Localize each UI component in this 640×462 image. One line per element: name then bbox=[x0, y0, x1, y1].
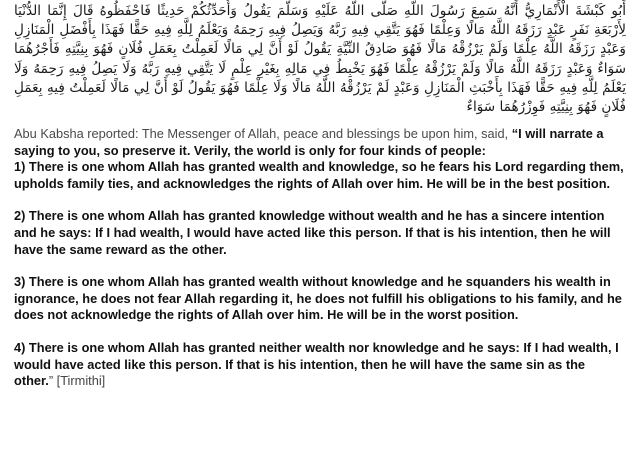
spacer bbox=[14, 192, 626, 208]
source-citation: [Tirmithi] bbox=[53, 373, 106, 389]
narrator-intro: Abu Kabsha reported: The Messenger of Allah, peace and blessings be upon him, said, bbox=[14, 126, 512, 141]
intro-paragraph bbox=[14, 126, 626, 159]
spacer bbox=[14, 324, 626, 340]
point-2: 2) There is one whom Allah has granted knowledge without wealth and he has a sincere intention and he says: If I had wealth, I would have acted like this person. If that is his intention, then he will have the same reward as the other. bbox=[14, 208, 611, 257]
spacer bbox=[14, 258, 626, 274]
point-4: 4) There is one whom Allah has granted neither wealth nor knowledge and he says: If I had wealth, I would have acted like this person. If that is his intention, then he will have the same sin as the other. bbox=[14, 339, 619, 389]
point-4-paragraph bbox=[14, 340, 626, 390]
close-quote-mark: ” bbox=[48, 373, 54, 389]
english-translation bbox=[14, 126, 626, 390]
hadith-lead: I will narrate a saying to you, so preserve it. Verily, the world is only for four kinds of people: bbox=[14, 126, 604, 158]
point-3: 3) There is one whom Allah has granted wealth without knowledge and he squanders his wealth in ignorance, he does not fear Allah regarding it, he does not fulfill his obligations to his family, and he does not acknowledge the rights of Allah over him. He will be in the worst position. bbox=[14, 274, 622, 323]
arabic-hadith-text: أَبُو كَبْشَةَ الْأَنْمَارِيُّ أَنَّهُ سَمِعَ رَسُولَ اللَّهِ صَلَّى اللَّهُ عَلَيْهِ وَسَلَّمَ يَقُولُ وَأُحَدِّثُكُمْ حَدِيثًا فَاحْفَظُوهُ قَالَ إِنَّمَا الدُّنْيَا لِأَرْبَعَةِ نَفَرٍ عَبْدٍ رَزَقَهُ اللَّهُ مَالًا وَعِلْمًا فَهُوَ يَتَّقِي فِيهِ رَبَّهُ وَيَصِلُ فِيهِ رَحِمَهُ وَيَعْلَمُ لِلَّهِ فِيهِ حَقًّا فَهَذَا بِأَفْضَلِ الْمَنَازِلِ وَعَبْدٍ رَزَقَهُ اللَّهُ عِلْمًا وَلَمْ يَرْزُقْهُ مَالًا فَهُوَ صَادِقُ النِّيَّةِ يَقُولُ لَوْ أَنَّ لِي مَالًا لَعَمِلْتُ بِعَمَلِ فُلَانٍ فَهُوَ بِنِيَّتِهِ فَأَجْرُهُمَا سَوَاءٌ وَعَبْدٍ رَزَقَهُ اللَّهُ مَالًا وَلَمْ يَرْزُقْهُ عِلْمًا فَهُوَ يَخْبِطُ فِي مَالِهِ بِغَيْرِ عِلْمٍ لَا يَتَّقِي فِيهِ رَبَّهُ وَلَا يَصِلُ فِيهِ رَحِمَهُ وَلَا يَعْلَمُ لِلَّهِ فِيهِ حَقًّا فَهَذَا بِأَخْبَثِ الْمَنَازِلِ وَعَبْدٍ لَمْ يَرْزُقْهُ اللَّهُ مَالًا وَلَا عِلْمًا فَهُوَ يَقُولُ لَوْ أَنَّ لِي مَالًا لَعَمِلْتُ فِيهِ بِعَمَلِ فُلَانٍ فَهُوَ بِنِيَّتِهِ فَوِزْرُهُمَا سَوَاءٌ bbox=[14, 3, 626, 116]
point-1: 1) There is one whom Allah has granted wealth and knowledge, so he fears his Lord regarding them, upholds family ties, and acknowledges the rights of Allah over him. He will be in the best position. bbox=[14, 159, 624, 191]
open-quote-mark: “ bbox=[511, 126, 519, 141]
